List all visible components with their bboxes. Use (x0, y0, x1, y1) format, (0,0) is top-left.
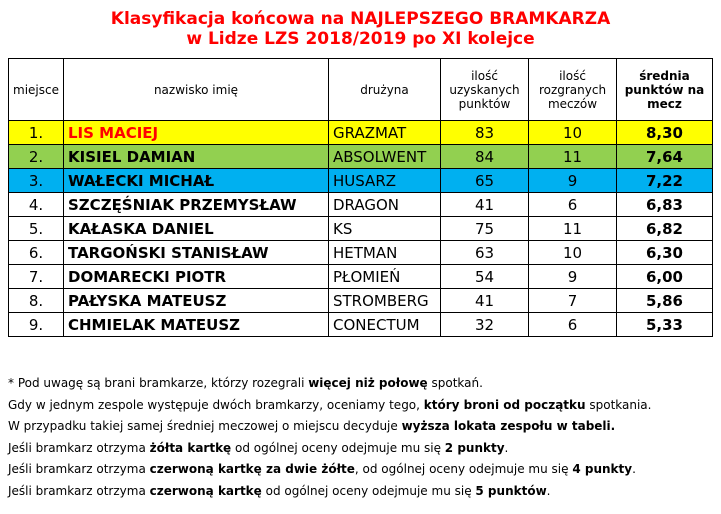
cell-average: 6,30 (617, 241, 713, 265)
header-place: miejsce (9, 59, 64, 121)
table-row (9, 289, 713, 313)
cell-games: 11 (529, 145, 617, 169)
cell-place: 6. (9, 241, 64, 265)
note-text: spotkania. (585, 397, 652, 412)
note-emphasis: żółta kartkę (149, 440, 232, 455)
cell-place: 7. (9, 265, 64, 289)
cell-average: 7,64 (617, 145, 713, 169)
header-games-line: meczów (547, 96, 598, 111)
cell-team: HETMAN (329, 241, 441, 265)
cell-points: 63 (441, 241, 529, 265)
cell-team: PŁOMIEŃ (329, 265, 441, 289)
title-line-2: w Lidze LZS 2018/2019 po XI kolejce (186, 29, 535, 49)
table-row (9, 241, 713, 265)
table-row (9, 265, 713, 289)
note-text: od ogólnej oceny odejmuje mu się (261, 483, 476, 498)
cell-name: SZCZĘŚNIAK PRZEMYSŁAW (64, 193, 329, 217)
header-points (441, 59, 529, 121)
cell-place: 3. (9, 169, 64, 193)
table-row (9, 313, 713, 337)
note-text: Jeśli bramkarz otrzyma (8, 462, 150, 476)
table-row (9, 169, 713, 193)
cell-place: 8. (9, 289, 64, 313)
cell-team: DRAGON (329, 193, 441, 217)
cell-average: 6,00 (617, 265, 713, 289)
header-points-line: punktów (458, 96, 511, 111)
cell-average: 5,33 (617, 313, 713, 337)
cell-games: 6 (529, 313, 617, 337)
cell-average: 6,83 (617, 193, 713, 217)
cell-points: 75 (441, 217, 529, 241)
note-emphasis: więcej niż połowę (308, 376, 428, 390)
cell-place: 9. (9, 313, 64, 337)
header-average-line: punktów na (624, 82, 705, 97)
cell-team: ABSOLWENT (329, 145, 441, 169)
note-text: Jeśli bramkarz otrzyma (8, 483, 150, 498)
cell-points: 32 (441, 313, 529, 337)
header-games-line: rozgranych (538, 82, 607, 97)
cell-points: 65 (441, 169, 529, 193)
header-games (529, 59, 617, 121)
note-line (8, 373, 713, 395)
cell-games: 9 (529, 169, 617, 193)
header-points-line: uzyskanych (449, 82, 520, 97)
cell-average: 6,82 (617, 217, 713, 241)
cell-points: 41 (441, 289, 529, 313)
table-row (9, 121, 713, 145)
cell-team: GRAZMAT (329, 121, 441, 145)
cell-games: 9 (529, 265, 617, 289)
note-emphasis: czerwoną kartkę za dwie żółte (149, 462, 355, 476)
cell-games: 10 (529, 241, 617, 265)
header-average-line: średnia (639, 68, 690, 83)
cell-games: 7 (529, 289, 617, 313)
note-text: Gdy w jednym zespole występuje dwóch bramkarzy, oceniamy tego, (8, 397, 424, 412)
note-emphasis: czerwoną kartkę (149, 483, 262, 498)
table-row (9, 217, 713, 241)
cell-team: STROMBERG (329, 289, 441, 313)
cell-points: 83 (441, 121, 529, 145)
cell-name: TARGOŃSKI STANISŁAW (64, 241, 329, 265)
cell-name: CHMIELAK MATEUSZ (64, 313, 329, 337)
note-text: W przypadku takiej samej średniej meczowej o miejscu decyduje (8, 419, 402, 433)
header-points-line: ilość (471, 68, 498, 83)
cell-average: 7,22 (617, 169, 713, 193)
header-average-line: mecz (647, 96, 682, 111)
note-emphasis: 5 punktów (475, 483, 547, 498)
cell-name: LIS MACIEJ (64, 121, 329, 145)
cell-name: PAŁYSKA MATEUSZ (64, 289, 329, 313)
note-line (8, 459, 713, 481)
cell-place: 4. (9, 193, 64, 217)
header-games-line: ilość (559, 68, 586, 83)
note-line (8, 481, 713, 503)
cell-name: KAŁASKA DANIEL (64, 217, 329, 241)
cell-average: 8,30 (617, 121, 713, 145)
note-text: od ogólnej oceny odejmuje mu się (231, 440, 445, 455)
note-text: , od ogólnej oceny odejmuje mu się (354, 462, 573, 476)
table-header-row (9, 59, 713, 121)
table-row (9, 145, 713, 169)
cell-place: 2. (9, 145, 64, 169)
note-text: spotkań. (427, 376, 483, 390)
ranking-table (8, 58, 713, 337)
note-emphasis: 4 punkty (572, 462, 633, 476)
title-line-1: Klasyfikacja końcowa na NAJLEPSZEGO BRAMKARZA (110, 9, 611, 29)
note-text: . (632, 462, 636, 476)
note-emphasis: 2 punkty (444, 440, 505, 455)
cell-points: 84 (441, 145, 529, 169)
cell-place: 1. (9, 121, 64, 145)
cell-average: 5,86 (617, 289, 713, 313)
header-team: drużyna (329, 59, 441, 121)
note-emphasis: który broni od początku (423, 397, 586, 412)
cell-name: WAŁECKI MICHAŁ (64, 169, 329, 193)
note-text: . (546, 483, 551, 498)
note-emphasis: wyższa lokata zespołu w tabeli. (401, 419, 616, 433)
cell-games: 11 (529, 217, 617, 241)
cell-team: KS (329, 217, 441, 241)
note-line (8, 416, 713, 438)
cell-games: 10 (529, 121, 617, 145)
header-average (617, 59, 713, 121)
table-row (9, 193, 713, 217)
cell-name: KISIEL DAMIAN (64, 145, 329, 169)
cell-team: CONECTUM (329, 313, 441, 337)
cell-points: 54 (441, 265, 529, 289)
cell-place: 5. (9, 217, 64, 241)
cell-points: 41 (441, 193, 529, 217)
header-name: nazwisko imię (64, 59, 329, 121)
cell-games: 6 (529, 193, 617, 217)
note-text: Jeśli bramkarz otrzyma (8, 440, 150, 455)
cell-team: HUSARZ (329, 169, 441, 193)
rules-notes (8, 373, 713, 502)
cell-name: DOMARECKI PIOTR (64, 265, 329, 289)
note-text: * Pod uwagę są brani bramkarze, którzy rozegrali (8, 376, 309, 390)
note-line (8, 438, 713, 460)
note-line (8, 395, 713, 417)
note-text: . (504, 440, 509, 455)
